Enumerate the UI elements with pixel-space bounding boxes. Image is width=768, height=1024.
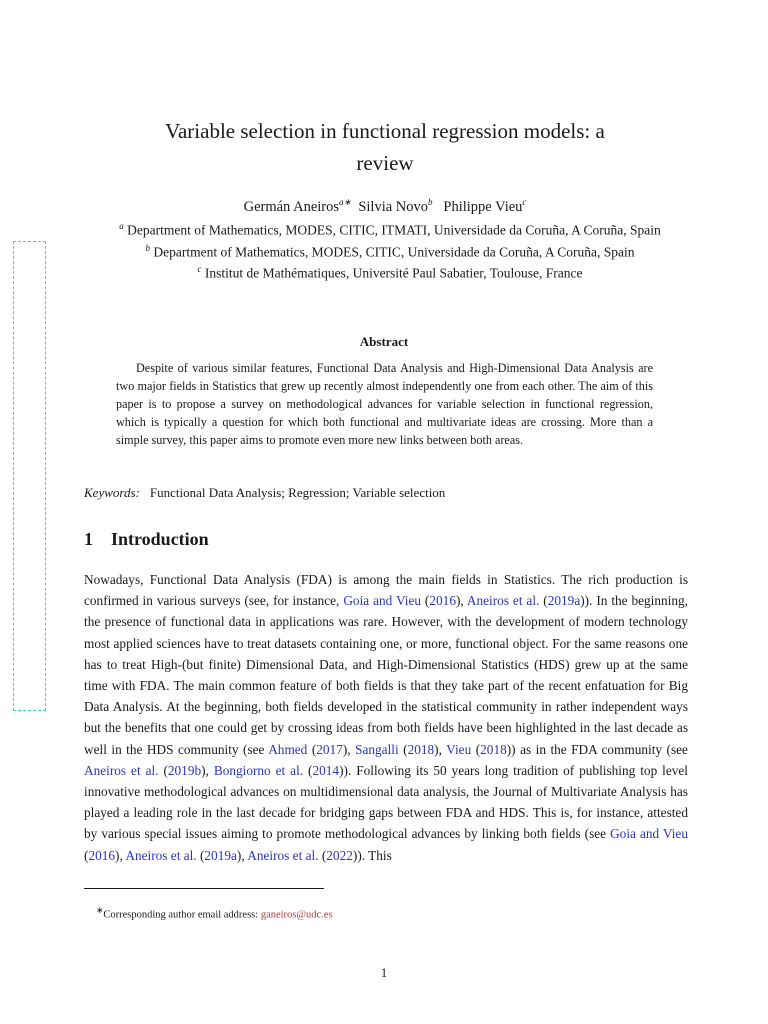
title-line-1: Variable selection in functional regression models: a [165,119,605,143]
footnote [96,905,333,921]
citation-link[interactable]: Aneiros et al. [84,762,159,778]
keywords-label: Keywords: [84,485,140,500]
section-title: Introduction [111,529,209,549]
author-name: Germán Aneiros [243,198,340,215]
affiliation [60,264,720,282]
footnote-mark: ∗ [96,905,104,915]
citation-link[interactable]: Bongiorno et al. [213,762,304,778]
citation-link[interactable]: Vieu [446,741,472,757]
citation-link[interactable]: Ahmed [268,741,308,757]
affiliation [60,221,720,239]
affiliation-mark: c [197,264,202,274]
affiliation-text: Institut de Mathématiques, Université Paul Sabatier, Toulouse, France [204,265,583,281]
citation-year-link[interactable]: 2016 [88,847,116,863]
affiliation [60,243,720,261]
author-list [80,197,690,216]
citation-year-link[interactable]: 2017 [316,741,343,757]
affiliation-mark: b [145,243,151,253]
body-text: Nowadays, Functional Data Analysis (FDA) is among the main fields in Statistics. The rich production is confirmed in various surveys (see, for instance, [84,572,688,609]
author-name: Philippe Vieu [443,198,523,215]
page-number: 1 [380,965,388,980]
citation-year-link[interactable]: 2018 [407,741,435,757]
section-number: 1 [84,529,93,549]
footnote-text: Corresponding author email address: [103,909,259,921]
keywords-text: Functional Data Analysis; Regression; Variable selection [149,485,446,500]
citation-link[interactable]: Goia and Vieu [610,826,688,842]
citation-year-link[interactable]: 2016 [429,593,456,609]
citation-link[interactable]: Aneiros et al. [466,593,540,609]
keywords-line [84,485,445,501]
citation-link[interactable]: Goia and Vieu [343,593,422,609]
body-text: ). In the beginning, the presence of functional data in applications was rare. However, with the development of modern technology most applied sciences have to treat datasets containing one, or more, functional object. For the same reasons one has to treat High-(but finite) Dimensional Data, and High-Dimensional Statistics (HDS) grew up at the same time with FDA. The main common feature of both fields is that they take part of the recent enfatuation for Big Data Analysis. At the beginning, both fields developed in the statistical community in rather independent ways but the benefits that one could get by crossing ideas from both fields have been highlighted in the last decade as well in the HDS community (see [84,593,688,757]
affiliation-mark: a [119,221,124,231]
citation-link[interactable]: Aneiros et al. [247,847,319,863]
paper-title [90,115,680,179]
title-line-2: review [356,151,414,175]
abstract-heading: Abstract [359,334,409,349]
author-mark: a∗ [339,197,352,207]
citation-year-link[interactable]: 2014 [312,762,340,778]
margin-annotation-box [13,241,46,711]
citation-link[interactable]: Sangalli [355,741,399,757]
body-text: ) as in the FDA community (see [511,741,688,757]
body-text: ). Following its 50 years long tradition of publishing top level innovative methodological advances on multidimensional data analysis, the Journal of Multivariate Analysis has played a leading role in the last decade for bridging gaps between FDA and HDS. This is, for instance, attested by various special issues aiming to promote methodological advances by linking both fields (see [84,762,688,842]
citation-year-link[interactable]: 2022 [326,847,353,863]
section-heading [84,529,209,550]
author-mark: b [428,197,433,207]
citation-year-link[interactable]: 2019a [204,847,237,863]
author-mark: c [522,197,527,207]
footnote-rule [84,888,324,889]
citation-year-link[interactable]: 2019a [547,593,581,609]
abstract-text: Despite of various similar features, Functional Data Analysis and High-Dimensional Data Analysis are two major fields in Statistics that grew up recently almost independently one from each other. The aim of this paper is to propose a survey on methodological advances for variable selection in functional regression, which is typically a question for which both functional and multivariate ideas are crossing. More than a simple survey, this paper aims to promote even more new links between both areas. [116,361,653,447]
affiliation-text: Department of Mathematics, MODES, CITIC, Universidade da Coruña, A Coruña, Spain [153,244,635,260]
citation-year-link[interactable]: 2019b [167,762,202,778]
author-name: Silvia Novo [358,198,429,215]
intro-paragraph: Nowadays, Functional Data Analysis (FDA) is among the main fields in Statistics. The rich production is confirmed in various surveys (see, for instance, Goia and Vieu (2016), Aneiros et al. (2019a)). In the beginning, the presence of functional data in applications was rare. However, with the development of modern technology most applied sciences have to treat datasets containing one, or more, functional object. For the same reasons one has to treat High-(but finite) Dimensional Data, and High-Dimensional Statistics (HDS) grew up at the same time with FDA. The main common feature of both fields is that they take part of the recent enfatuation for Big Data Analysis. At the beginning, both fields developed in the statistical community in rather independent ways but the benefits that one could get by crossing ideas from both fields have been highlighted in the last decade as well in the HDS community (see Ahmed (2017), Sangalli (2018), Vieu (2018)) as in the FDA community (see Aneiros et al. (2019b), Bongiorno et al. (2014)). Following its 50 years long tradition of publishing top level innovative methodological advances on multidimensional data analysis, the Journal of Multivariate Analysis has played a leading role in the last decade for bridging gaps between FDA and HDS. This is, for instance, attested by various special issues aiming to promote methodological advances by linking both fields (see Goia and Vieu (2016), Aneiros et al. (2019a), Aneiros et al. (2022)). This [84,572,688,863]
citation-link[interactable]: Aneiros et al. [125,847,197,863]
body-text: ). This [357,847,392,863]
citation-year-link[interactable]: 2018 [480,741,507,757]
email-link[interactable]: ganeiros@udc.es [260,909,333,921]
affiliation-text: Department of Mathematics, MODES, CITIC, ITMATI, Universidade da Coruña, A Coruña, Spain [127,222,661,238]
